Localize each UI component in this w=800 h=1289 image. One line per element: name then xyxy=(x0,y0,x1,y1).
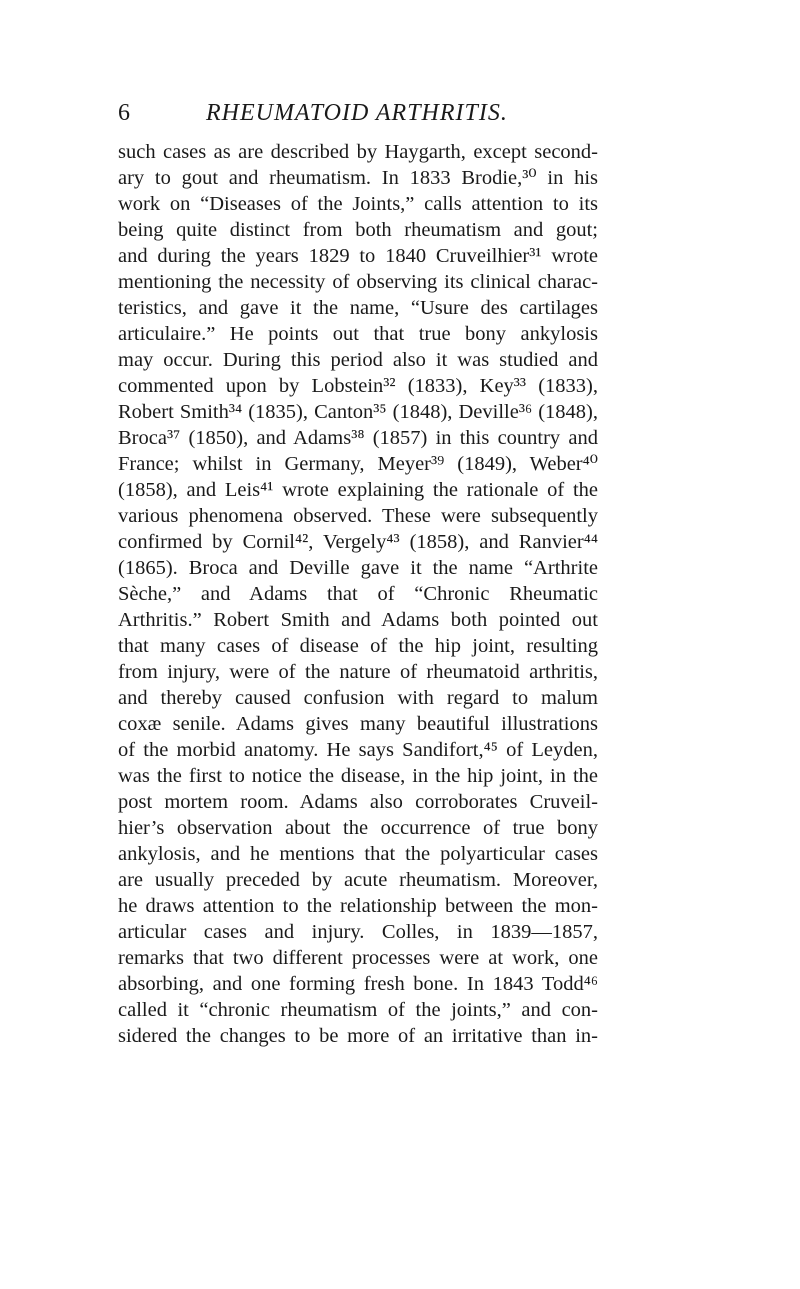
text-line: hier’s observation about the occurrence of true bony xyxy=(118,817,598,839)
text-line: ankylosis, and he mentions that the polyarticular cases xyxy=(118,843,598,865)
text-line: sidered the changes to be more of an irritative than in- xyxy=(118,1025,598,1047)
text-line: coxæ senile. Adams gives many beautiful illustrations xyxy=(118,713,598,735)
text-line: was the first to notice the disease, in the hip joint, in the xyxy=(118,765,598,787)
text-line: remarks that two different processes were at work, one xyxy=(118,947,598,969)
text-line: absorbing, and one forming fresh bone. In 1843 Todd⁴⁶ xyxy=(118,973,598,995)
text-line: from injury, were of the nature of rheumatoid arthritis, xyxy=(118,661,598,683)
running-head xyxy=(118,96,588,130)
text-line: articular cases and injury. Colles, in 1839—1857, xyxy=(118,921,598,943)
text-line: teristics, and gave it the name, “Usure des cartilages xyxy=(118,297,598,319)
text-line: called it “chronic rheumatism of the joints,” and con- xyxy=(118,999,598,1021)
text-line: Sèche,” and Adams that of “Chronic Rheumatic xyxy=(118,583,598,605)
text-line: that many cases of disease of the hip joint, resulting xyxy=(118,635,598,657)
text-line: ary to gout and rheumatism. In 1833 Brodie,³⁰ in his xyxy=(118,167,598,189)
text-line: post mortem room. Adams also corroborates Cruveil- xyxy=(118,791,598,813)
text-line: France; whilst in Germany, Meyer³⁹ (1849), Weber⁴⁰ xyxy=(118,453,598,475)
text-line: of the morbid anatomy. He says Sandifort,⁴⁵ of Leyden, xyxy=(118,739,598,761)
text-line: Arthritis.” Robert Smith and Adams both pointed out xyxy=(118,609,598,631)
text-line: (1865). Broca and Deville gave it the name “Arthrite xyxy=(118,557,598,579)
text-line: confirmed by Cornil⁴², Vergely⁴³ (1858), and Ranvier⁴⁴ xyxy=(118,531,598,553)
text-line: may occur. During this period also it was studied and xyxy=(118,349,598,371)
text-line: are usually preceded by acute rheumatism. Moreover, xyxy=(118,869,598,891)
text-line: being quite distinct from both rheumatism and gout; xyxy=(118,219,598,241)
text-line: Robert Smith³⁴ (1835), Canton³⁵ (1848), Deville³⁶ (1848), xyxy=(118,401,598,423)
page-number: 6 xyxy=(118,100,130,126)
text-line: such cases as are described by Haygarth, except second- xyxy=(118,141,598,163)
text-line: various phenomena observed. These were subsequently xyxy=(118,505,598,527)
text-line: and during the years 1829 to 1840 Cruveilhier³¹ wrote xyxy=(118,245,598,267)
body-text xyxy=(118,139,598,1049)
text-line: Broca³⁷ (1850), and Adams³⁸ (1857) in this country and xyxy=(118,427,598,449)
text-line: he draws attention to the relationship between the mon- xyxy=(118,895,598,917)
text-line: work on “Diseases of the Joints,” calls attention to its xyxy=(118,193,598,215)
text-line: articulaire.” He points out that true bony ankylosis xyxy=(118,323,598,345)
running-title: RHEUMATOID ARTHRITIS. xyxy=(206,100,508,126)
text-line: mentioning the necessity of observing its clinical charac- xyxy=(118,271,598,293)
text-line: and thereby caused confusion with regard to malum xyxy=(118,687,598,709)
text-line: (1858), and Leis⁴¹ wrote explaining the rationale of the xyxy=(118,479,598,501)
text-line: commented upon by Lobstein³² (1833), Key³³ (1833), xyxy=(118,375,598,397)
